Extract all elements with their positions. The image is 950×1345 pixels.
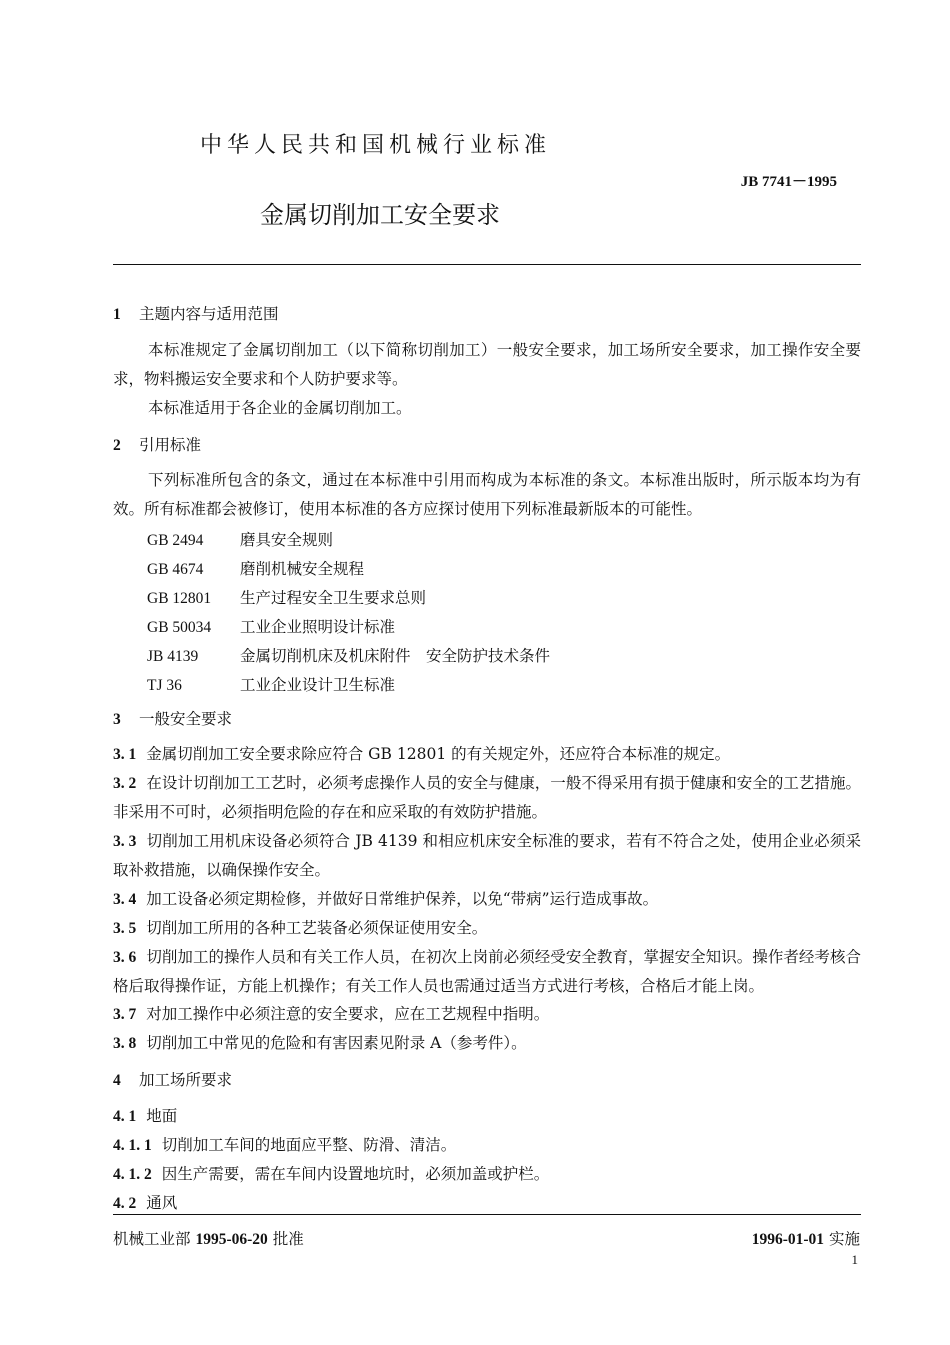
clause-3-4: 3. 4 加工设备必须定期检修，并做好日常维护保养，以免“带病”运行造成事故。 (113, 890, 659, 908)
page-number: 1 (851, 1252, 858, 1267)
section-number: 1 (113, 306, 121, 323)
section-1-heading (113, 302, 279, 324)
section-2-heading (113, 433, 201, 455)
section-1-paragraph-2: 本标准适用于各企业的金属切削加工。 (148, 399, 412, 417)
approval-label: 批准 (272, 1230, 304, 1248)
section-number: 4 (113, 1072, 121, 1089)
clause-3-3: 3. 3 切削加工用机床设备必须符合 JB 4139 和相应机床安全标准的要求，若有不符合之处，使用企业必须采取补救措施，以确保操作安全。 (113, 832, 861, 879)
effective-label: 实施 (828, 1230, 860, 1248)
section-2-paragraph-1: 下列标准所包含的条文，通过在本标准中引用而构成为本标准的条文。本标准出版时，所示版本均为有效。所有标准都会被修订，使用本标准的各方应探讨使用下列标准最新版本的可能性。 (113, 471, 861, 518)
section-title: 主题内容与适用范围 (139, 305, 279, 323)
reference-item: GB 2494 磨具安全规则 (147, 531, 334, 549)
section-4-heading (113, 1068, 232, 1090)
issuing-body-title: 中华人民共和国机械行业标准 (200, 133, 552, 158)
reference-item: JB 4139 金属切削机床及机床附件 安全防护技术条件 (147, 647, 551, 665)
approval-line (113, 1227, 304, 1249)
clause-3-6: 3. 6 切削加工的操作人员和有关工作人员，在初次上岗前必须经受安全教育，掌握安全知识。操作者经考核合格后取得操作证，方能上机操作；有关工作人员也需通过适当方式进行考核，合格后才能上岗。 (113, 948, 861, 995)
reference-item: GB 4674 磨削机械安全规程 (147, 560, 365, 578)
standard-number: JB 7741－1995 (740, 174, 837, 190)
approval-date: 1995-06-20 (195, 1231, 268, 1248)
effective-date: 1996-01-01 (751, 1231, 825, 1248)
clause-4-1-1: 4. 1. 1 切削加工车间的地面应平整、防滑、清洁。 (113, 1136, 457, 1154)
section-title: 引用标准 (139, 436, 202, 454)
effective-line (752, 1227, 860, 1249)
header-divider (113, 264, 861, 265)
clause-3-2: 3. 2 在设计切削加工工艺时，必须考虑操作人员的安全与健康，一般不得采用有损于健康和安全的工艺措施。非采用不可时，必须指明危险的存在和应采取的有效防护措施。 (113, 774, 861, 821)
section-number: 2 (113, 437, 121, 454)
issuer: 机械工业部 (113, 1230, 191, 1248)
reference-item: TJ 36 工业企业设计卫生标准 (147, 676, 396, 694)
clause-3-5: 3. 5 切削加工所用的各种工艺装备必须保证使用安全。 (113, 919, 488, 937)
footer-divider (113, 1214, 861, 1215)
clause-3-8: 3. 8 切削加工中常见的危险和有害因素见附录 A（参考件）。 (113, 1034, 527, 1052)
clause-4-1: 4. 1 地面 (113, 1107, 178, 1125)
section-number: 3 (113, 711, 121, 728)
clause-4-2: 4. 2 通风 (113, 1194, 178, 1212)
reference-item: GB 12801 生产过程安全卫生要求总则 (147, 589, 427, 607)
clause-4-1-2: 4. 1. 2 因生产需要，需在车间内设置地坑时，必须加盖或护栏。 (113, 1165, 550, 1183)
section-title: 加工场所要求 (139, 1071, 233, 1089)
reference-item: GB 50034 工业企业照明设计标准 (147, 618, 396, 636)
section-3-heading (113, 707, 232, 729)
clause-3-7: 3. 7 对加工操作中必须注意的安全要求，应在工艺规程中指明。 (113, 1005, 550, 1023)
section-1-paragraph-1: 本标准规定了金属切削加工（以下简称切削加工）一般安全要求，加工场所安全要求，加工操作安全要求，物料搬运安全要求和个人防护要求等。 (113, 341, 861, 388)
section-title: 一般安全要求 (139, 710, 233, 728)
document-title: 金属切削加工安全要求 (260, 201, 500, 229)
clause-3-1: 3. 1 金属切削加工安全要求除应符合 GB 12801 的有关规定外，还应符合本标准的规定。 (113, 745, 731, 763)
